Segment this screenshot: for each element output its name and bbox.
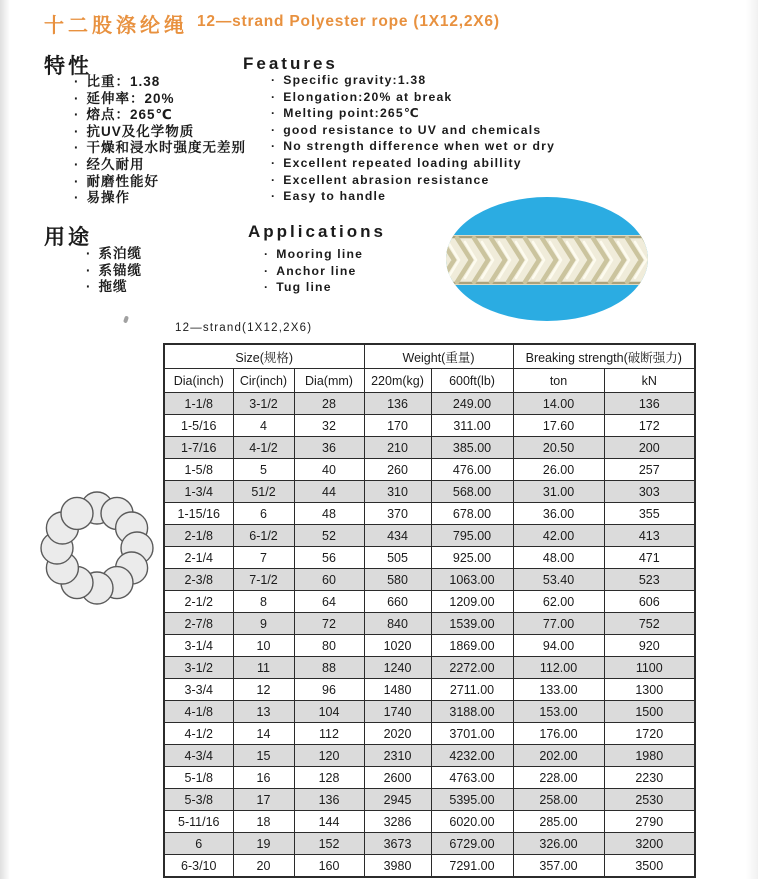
table-cell: 1-15/16 [164, 503, 233, 525]
spec-table-head [164, 344, 695, 393]
table-cell: 12 [233, 679, 294, 701]
table-cell: 310 [364, 481, 431, 503]
list-item: · Mooring line [264, 246, 363, 263]
table-cell: 2020 [364, 723, 431, 745]
table-cell: 6-1/2 [233, 525, 294, 547]
table-cell: 326.00 [513, 833, 604, 855]
list-item: · Tug line [264, 279, 363, 296]
table-row [164, 547, 695, 569]
table-cell: 3-1/2 [233, 393, 294, 415]
table-group-header-row [164, 344, 695, 369]
table-cell: 94.00 [513, 635, 604, 657]
table-cell: 20 [233, 855, 294, 878]
table-cell: 1-3/4 [164, 481, 233, 503]
table-cell: 3-3/4 [164, 679, 233, 701]
table-cell: 6 [233, 503, 294, 525]
table-column-header: Cir(inch) [233, 369, 294, 393]
table-cell: 752 [604, 613, 695, 635]
table-cell: 434 [364, 525, 431, 547]
list-item: · Easy to handle [271, 188, 555, 205]
table-row [164, 437, 695, 459]
table-cell: 36.00 [513, 503, 604, 525]
table-cell: 258.00 [513, 789, 604, 811]
table-cell: 1209.00 [431, 591, 513, 613]
table-cell: 2-1/2 [164, 591, 233, 613]
table-cell: 160 [294, 855, 364, 878]
list-item: · 延伸率：20% [74, 91, 246, 108]
table-cell: 580 [364, 569, 431, 591]
table-cell: 2230 [604, 767, 695, 789]
table-cell: 1063.00 [431, 569, 513, 591]
list-item: · 熔点：265℃ [74, 107, 246, 124]
table-cell: 48 [294, 503, 364, 525]
table-cell: 2-3/8 [164, 569, 233, 591]
table-cell: 112 [294, 723, 364, 745]
table-cell: 36 [294, 437, 364, 459]
table-column-header: 220m(kg) [364, 369, 431, 393]
list-item: · Anchor line [264, 263, 363, 280]
list-item: · Elongation:20% at break [271, 89, 555, 106]
table-cell: 40 [294, 459, 364, 481]
table-cell: 51/2 [233, 481, 294, 503]
features-list-english [271, 72, 555, 205]
list-item: · Melting point:265℃ [271, 105, 555, 122]
features-heading-chinese: 特性 [44, 55, 92, 78]
table-cell: 4-1/2 [164, 723, 233, 745]
table-cell: 3701.00 [431, 723, 513, 745]
table-cell: 3188.00 [431, 701, 513, 723]
cross-section-diagram [36, 487, 158, 609]
list-item: · 干燥和浸水时强度无差别 [74, 140, 246, 157]
table-cell: 471 [604, 547, 695, 569]
table-cell: 202.00 [513, 745, 604, 767]
list-item: · Excellent abrasion resistance [271, 172, 555, 189]
table-row [164, 723, 695, 745]
table-cell: 3980 [364, 855, 431, 878]
table-cell: 8 [233, 591, 294, 613]
table-cell: 285.00 [513, 811, 604, 833]
table-cell: 4232.00 [431, 745, 513, 767]
table-cell: 4763.00 [431, 767, 513, 789]
table-cell: 311.00 [431, 415, 513, 437]
table-cell: 2711.00 [431, 679, 513, 701]
table-group-header: Size(规格) [164, 344, 364, 369]
strand-circles [41, 492, 153, 604]
table-cell: 210 [364, 437, 431, 459]
list-item: · 拖缆 [86, 279, 142, 296]
table-cell: 303 [604, 481, 695, 503]
features-list-chinese [74, 74, 246, 207]
table-cell: 5-3/8 [164, 789, 233, 811]
table-cell: 2272.00 [431, 657, 513, 679]
table-cell: 606 [604, 591, 695, 613]
table-cell: 88 [294, 657, 364, 679]
table-caption: 12—strand(1X12,2X6) [175, 322, 313, 334]
table-group-header: Weight(重量) [364, 344, 513, 369]
list-item: · 耐磨性能好 [74, 174, 246, 191]
table-cell: 2310 [364, 745, 431, 767]
table-cell: 413 [604, 525, 695, 547]
table-cell: 2-1/4 [164, 547, 233, 569]
table-cell: 1500 [604, 701, 695, 723]
table-cell: 249.00 [431, 393, 513, 415]
table-row [164, 481, 695, 503]
spec-table [163, 343, 696, 878]
rope-strands [444, 235, 654, 285]
table-row [164, 393, 695, 415]
table-cell: 1-1/8 [164, 393, 233, 415]
table-cell: 357.00 [513, 855, 604, 878]
table-column-header: 600ft(lb) [431, 369, 513, 393]
list-item: · 系泊缆 [86, 246, 142, 263]
table-cell: 6 [164, 833, 233, 855]
table-cell: 7-1/2 [233, 569, 294, 591]
table-cell: 52 [294, 525, 364, 547]
table-cell: 200 [604, 437, 695, 459]
features-heading-english: Features [243, 54, 338, 73]
table-cell: 2-1/8 [164, 525, 233, 547]
table-cell: 152 [294, 833, 364, 855]
list-item: · 抗UV及化学物质 [74, 124, 246, 141]
table-cell: 3286 [364, 811, 431, 833]
list-item: · 经久耐用 [74, 157, 246, 174]
table-cell: 260 [364, 459, 431, 481]
table-cell: 77.00 [513, 613, 604, 635]
table-row [164, 591, 695, 613]
table-cell: 1020 [364, 635, 431, 657]
table-cell: 5395.00 [431, 789, 513, 811]
table-cell: 505 [364, 547, 431, 569]
table-cell: 31.00 [513, 481, 604, 503]
table-cell: 5-1/8 [164, 767, 233, 789]
table-cell: 3-1/2 [164, 657, 233, 679]
table-cell: 136 [294, 789, 364, 811]
list-item: · 易操作 [74, 190, 246, 207]
table-row [164, 657, 695, 679]
table-cell: 4 [233, 415, 294, 437]
table-cell: 96 [294, 679, 364, 701]
table-cell: 7291.00 [431, 855, 513, 878]
table-cell: 1300 [604, 679, 695, 701]
table-cell: 355 [604, 503, 695, 525]
table-cell: 72 [294, 613, 364, 635]
table-row [164, 811, 695, 833]
table-column-header: ton [513, 369, 604, 393]
table-cell: 20.50 [513, 437, 604, 459]
table-cell: 42.00 [513, 525, 604, 547]
table-cell: 153.00 [513, 701, 604, 723]
table-cell: 6020.00 [431, 811, 513, 833]
rope-photo [444, 196, 654, 326]
table-cell: 9 [233, 613, 294, 635]
applications-heading-chinese: 用途 [44, 226, 92, 249]
table-cell: 920 [604, 635, 695, 657]
table-cell: 53.40 [513, 569, 604, 591]
table-row [164, 855, 695, 878]
table-cell: 795.00 [431, 525, 513, 547]
table-row [164, 569, 695, 591]
list-item: · 系锚缆 [86, 263, 142, 280]
table-row [164, 833, 695, 855]
table-cell: 925.00 [431, 547, 513, 569]
table-row [164, 613, 695, 635]
table-cell: 15 [233, 745, 294, 767]
table-cell: 144 [294, 811, 364, 833]
applications-heading-english: Applications [248, 222, 387, 241]
table-cell: 678.00 [431, 503, 513, 525]
table-cell: 3200 [604, 833, 695, 855]
table-column-header-row [164, 369, 695, 393]
table-row [164, 679, 695, 701]
list-item: · 比重：1.38 [74, 74, 246, 91]
table-column-header: kN [604, 369, 695, 393]
table-cell: 60 [294, 569, 364, 591]
table-cell: 64 [294, 591, 364, 613]
table-cell: 6-3/10 [164, 855, 233, 878]
table-cell: 2790 [604, 811, 695, 833]
list-item: · good resistance to UV and chemicals [271, 122, 555, 139]
page-title-chinese: 十二股涤纶绳 [44, 15, 188, 37]
table-cell: 80 [294, 635, 364, 657]
table-row [164, 525, 695, 547]
table-cell: 257 [604, 459, 695, 481]
table-cell: 840 [364, 613, 431, 635]
table-cell: 48.00 [513, 547, 604, 569]
table-row [164, 789, 695, 811]
table-cell: 136 [604, 393, 695, 415]
table-cell: 28 [294, 393, 364, 415]
table-cell: 3-1/4 [164, 635, 233, 657]
table-row [164, 635, 695, 657]
table-cell: 128 [294, 767, 364, 789]
table-row [164, 415, 695, 437]
table-cell: 104 [294, 701, 364, 723]
table-cell: 13 [233, 701, 294, 723]
table-cell: 4-1/8 [164, 701, 233, 723]
table-cell: 2945 [364, 789, 431, 811]
table-cell: 1100 [604, 657, 695, 679]
list-item: · No strength difference when wet or dry [271, 138, 555, 155]
table-cell: 18 [233, 811, 294, 833]
table-cell: 568.00 [431, 481, 513, 503]
table-cell: 1980 [604, 745, 695, 767]
table-cell: 7 [233, 547, 294, 569]
table-cell: 62.00 [513, 591, 604, 613]
table-cell: 136 [364, 393, 431, 415]
table-cell: 32 [294, 415, 364, 437]
table-cell: 476.00 [431, 459, 513, 481]
table-cell: 170 [364, 415, 431, 437]
table-cell: 3500 [604, 855, 695, 878]
table-cell: 1-7/16 [164, 437, 233, 459]
table-cell: 1869.00 [431, 635, 513, 657]
table-group-header: Breaking strength(破断强力) [513, 344, 695, 369]
table-cell: 6729.00 [431, 833, 513, 855]
table-cell: 1740 [364, 701, 431, 723]
table-cell: 3673 [364, 833, 431, 855]
table-cell: 44 [294, 481, 364, 503]
table-cell: 1539.00 [431, 613, 513, 635]
table-cell: 2-7/8 [164, 613, 233, 635]
table-cell: 4-1/2 [233, 437, 294, 459]
table-cell: 5-11/16 [164, 811, 233, 833]
table-row [164, 701, 695, 723]
table-cell: 1-5/8 [164, 459, 233, 481]
table-cell: 56 [294, 547, 364, 569]
table-cell: 14 [233, 723, 294, 745]
table-body [164, 393, 695, 878]
table-cell: 2530 [604, 789, 695, 811]
table-cell: 17 [233, 789, 294, 811]
table-cell: 26.00 [513, 459, 604, 481]
table-cell: 133.00 [513, 679, 604, 701]
scan-speckle [123, 316, 129, 324]
applications-list-chinese [86, 246, 142, 296]
table-cell: 112.00 [513, 657, 604, 679]
table-cell: 4-3/4 [164, 745, 233, 767]
table-cell: 17.60 [513, 415, 604, 437]
table-row [164, 745, 695, 767]
table-cell: 120 [294, 745, 364, 767]
table-row [164, 459, 695, 481]
list-item: · Specific gravity:1.38 [271, 72, 555, 89]
table-cell: 10 [233, 635, 294, 657]
table-cell: 523 [604, 569, 695, 591]
table-cell: 1720 [604, 723, 695, 745]
table-row [164, 503, 695, 525]
table-cell: 19 [233, 833, 294, 855]
table-cell: 11 [233, 657, 294, 679]
table-cell: 1480 [364, 679, 431, 701]
applications-list-english [264, 246, 363, 296]
table-row [164, 767, 695, 789]
table-cell: 228.00 [513, 767, 604, 789]
table-cell: 1240 [364, 657, 431, 679]
table-column-header: Dia(inch) [164, 369, 233, 393]
table-cell: 370 [364, 503, 431, 525]
page-title-english: 12—strand Polyester rope (1X12,2X6) [197, 13, 500, 30]
list-item: · Excellent repeated loading abillity [271, 155, 555, 172]
table-cell: 1-5/16 [164, 415, 233, 437]
table-cell: 660 [364, 591, 431, 613]
table-cell: 176.00 [513, 723, 604, 745]
table-cell: 385.00 [431, 437, 513, 459]
table-cell: 14.00 [513, 393, 604, 415]
table-cell: 16 [233, 767, 294, 789]
table-column-header: Dia(mm) [294, 369, 364, 393]
table-cell: 172 [604, 415, 695, 437]
table-cell: 5 [233, 459, 294, 481]
table-cell: 2600 [364, 767, 431, 789]
